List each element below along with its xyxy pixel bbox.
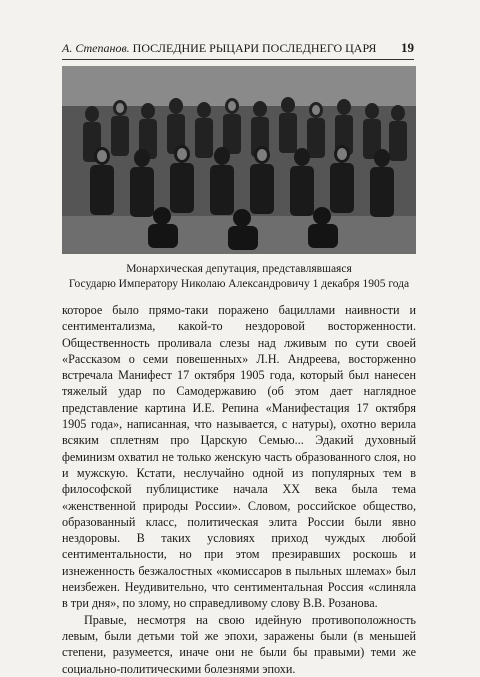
paragraph-2: Правые, несмотря на свою идейную противоположность левым, были детьми той же эпохи, заражены были (в меньшей степени, разумеется, иначе они не были бы правыми) теми же социально-политическими болезнями эпохи.	[62, 612, 416, 676]
page-number: 19	[401, 40, 414, 55]
caption-line-2: Государю Императору Николаю Александровичу 1 декабря 1905 года	[68, 278, 410, 290]
paragraph-1: которое было прямо-таки поражено бациллами наивности и сентиментализма, какой-то нездоровой восторженности. Общественность проливала слезы над лживым по сути своей «Рассказом о семи повешенных» Л.Н. Андреева, восторженно встречала Манифест 17 октября 1905 года, который был нанесен тяжелый удар по Самодержавию (об этом дает наглядное представление картина И.Е. Репина «Манифестация 17 октября 1905 года», написанная, что называется, с натуры), охотно верила всяким сплетням про Царскую Семью... Эдакий духовный феминизм охватил не только женскую часть образованного слоя, но и мужскую. Кстати, неслучайно одной из популярных тем в философской публицистике начала XX века была тема «женственной природы России». Словом, российское общество, образованный класс, политическая элита России были явно нездоровы. В таких условиях приход чуждых любой сентиментальности, но при этом презиравших роскошь и изнеженность безжалостных «комиссаров в пыльных шлемах» был неизбежен. Неудивительно, что сентиментальная Россия «слиняла в три дня», по злому, но справедливому слову В.В. Розанова.	[62, 303, 416, 611]
caption-line-1: Монархическая депутация, представлявшаяся	[126, 263, 352, 275]
figure-caption	[62, 262, 416, 292]
body-text	[62, 302, 416, 677]
group-photograph	[62, 66, 416, 254]
header-author: А. Степанов.	[62, 41, 130, 55]
header-title	[62, 41, 376, 56]
photograph-image	[62, 66, 416, 254]
header-book-title: ПОСЛЕДНИЕ РЫЦАРИ ПОСЛЕДНЕГО ЦАРЯ	[132, 41, 377, 55]
running-head	[62, 40, 414, 60]
